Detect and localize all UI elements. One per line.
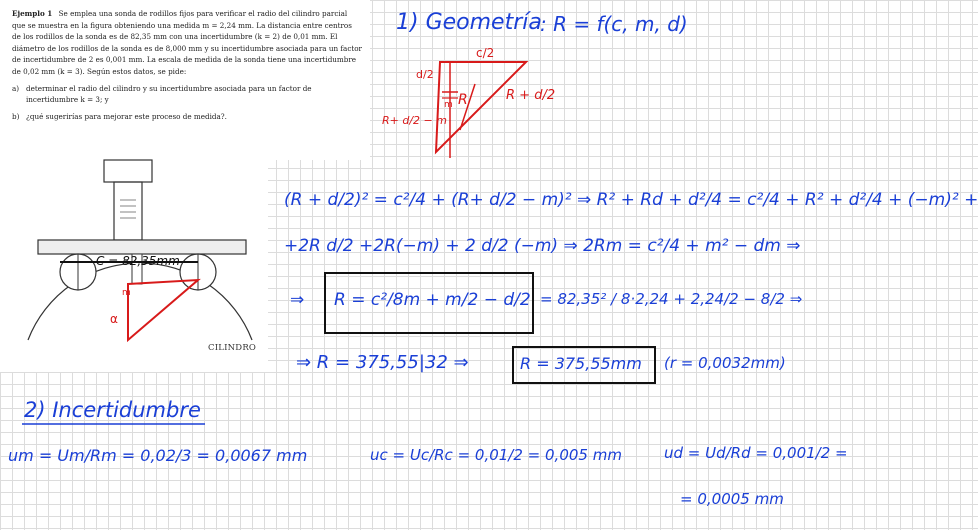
derivation-line-1: (R + d/2)² = c²/4 + (R+ d/2 − m)² ⇒ R² + Rd + d²/4 = c²/4 + R² + d²/4 + (−m)² + [284, 190, 978, 210]
tri-c2: c/2 [476, 46, 495, 60]
alpha-annotation: α [110, 312, 118, 326]
item-text: determinar el radio del cilindro y su incertidumbre asociada para un factor de incertidumbre k = 3; y [26, 83, 312, 105]
c-annotation: C = 82,35mm [96, 254, 180, 268]
tri-R-minus: R+ d/2 − m [382, 114, 447, 127]
figure-red-triangle [128, 280, 198, 340]
problem-heading: Ejemplo 1 [12, 9, 53, 18]
uncertainty-ud-result: = 0,0005 mm [680, 490, 784, 508]
probe-stem [114, 182, 142, 240]
tri-R: R [458, 92, 468, 108]
item-label: b) [12, 111, 20, 121]
m-annotation: m [122, 288, 131, 298]
result-pre: ⇒ R = 375,55|32 ⇒ [296, 352, 469, 373]
formula-values: = 82,35² / 8·2,24 + 2,24/2 − 8/2 ⇒ [540, 290, 803, 308]
derivation-arrow: ⇒ [290, 290, 305, 310]
uncertainty-ud: ud = Ud/Rd = 0,001/2 = [664, 444, 848, 462]
uncertainty-title: 2) Incertidumbre [24, 398, 201, 422]
tri-d2: d/2 [416, 68, 434, 81]
result-R: R = 375,55mm [520, 354, 642, 373]
geometry-relation: : R = f(c, m, d) [540, 12, 688, 36]
probe-body [38, 240, 246, 254]
formula-R: R = c²/8m + m/2 − d/2 [334, 290, 531, 310]
uncertainty-um: um = Um/Rm = 0,02/3 = 0,0067 mm [8, 446, 308, 465]
probe-stem-top [104, 160, 152, 182]
tri-m: m [444, 100, 453, 110]
item-text: ¿qué sugerirías para mejorar este proceso de medida?. [26, 111, 227, 121]
figure-caption: CILINDRO [208, 343, 257, 353]
derivation-line-2: +2R d/2 +2R(−m) + 2 d/2 (−m) ⇒ 2Rm = c²/4 + m² − dm ⇒ [284, 236, 801, 256]
problem-body: Se emplea una sonda de rodillos fijos para verificar el radio del cilindro parcial que se muestra en la figura obteniendo una medida m = 2,24 mm. La distancia entre centros de los rodillos de la sonda es de 82,35 mm con una incertidumbre (k = 2) de 0,01 mm. El diámetro de los rodillos de la sonda es de 8,000 mm y su incertidumbre asociada para un factor de incertidumbre de 2 es 0,001 mm. La escala de medida de la sonda tiene una incertidumbre de 0,02 mm (k = 3). Según estos datos, se pide: [12, 9, 362, 76]
result-note: (r = 0,0032mm) [664, 354, 786, 372]
uncertainty-uc: uc = Uc/Rc = 0,01/2 = 0,005 mm [370, 446, 622, 464]
geometry-title: 1) Geometría [396, 10, 542, 35]
tri-R-plus: R + d/2 [506, 88, 556, 103]
item-label: a) [12, 83, 20, 93]
